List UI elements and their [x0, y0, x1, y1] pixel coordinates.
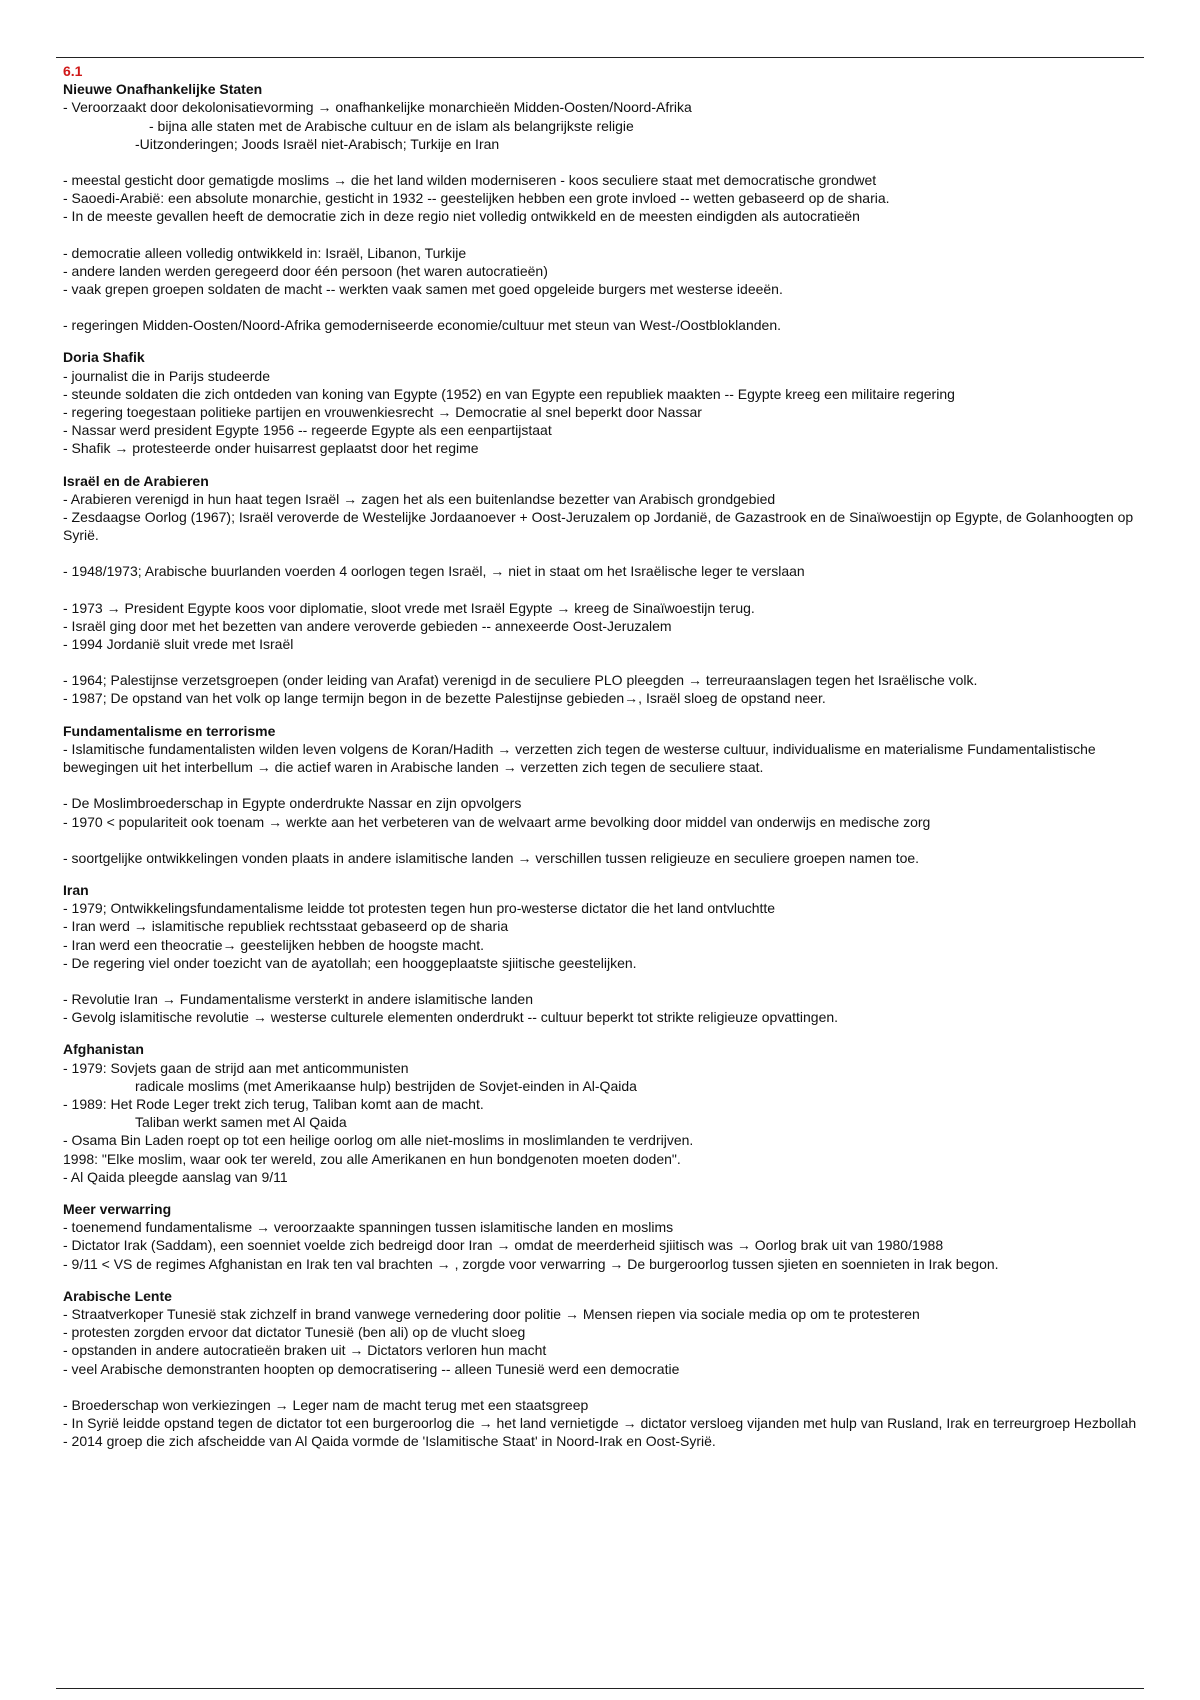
text-line: - 9/11 < VS de regimes Afghanistan en Irak ten val brachten → , zorgde voor verwarring → De burgeroorlog tussen sjieten en soennieten in Irak begon.: [63, 1255, 999, 1272]
section-spacer: [63, 708, 1138, 722]
text-line: - In de meeste gevallen heeft de democratie zich in deze regio niet volledig ontwikkeld en de meesten eindigden als autocratieën: [63, 208, 860, 225]
section: [63, 348, 1138, 457]
paragraph-gap: [63, 1378, 1138, 1396]
text-line: - opstanden in andere autocratieën braken uit → Dictators verloren hun macht: [63, 1342, 547, 1359]
text-line: - veel Arabische demonstranten hoopten op democratisering -- alleen Tunesië werd een democratie: [63, 1360, 680, 1377]
text-line: - Islamitische fundamentalisten wilden leven volgens de Koran/Hadith → verzetten zich tegen de westerse cultuur, individualisme en materialisme Fundamentalistische bewegingen uit het interbellum → die actief waren in Arabische landen → verzetten zich tegen de seculiere staat.: [63, 740, 1096, 776]
text-line: - 1948/1973; Arabische buurlanden voerden 4 oorlogen tegen Israël, → niet in staat om het Israëlische leger te verslaan: [63, 563, 805, 580]
text-line: - bijna alle staten met de Arabische cultuur en de islam als belangrijkste religie: [149, 117, 634, 134]
text-line: - andere landen werden geregeerd door één persoon (het waren autocratieën): [63, 262, 548, 279]
text-line: - Veroorzaakt door dekolonisatievorming → onafhankelijke monarchieën Midden-Oosten/Noord-Afrika: [63, 99, 692, 116]
text-line: - vaak grepen groepen soldaten de macht -- werkten vaak samen met goed opgeleide burgers met westerse ideeën.: [63, 281, 783, 298]
text-line: - De regering viel onder toezicht van de ayatollah; een hooggeplaatste sjiitische geestelijken.: [63, 954, 637, 971]
section: [63, 1200, 1138, 1273]
paragraph-gap: [63, 776, 1138, 794]
text-line: - 1979: Sovjets gaan de strijd aan met anticommunisten: [63, 1059, 409, 1076]
section-heading: Israël en de Arabieren: [63, 472, 209, 489]
paragraph-gap: [63, 972, 1138, 990]
text-line: - 2014 groep die zich afscheidde van Al Qaida vormde de 'Islamitische Staat' in Noord-Irak en Oost-Syrië.: [63, 1433, 716, 1450]
text-line: - Dictator Irak (Saddam), een soenniet voelde zich bedreigd door Iran → omdat de meerderheid sjiitisch was → Oorlog brak uit van 1980/1988: [63, 1237, 944, 1254]
section-spacer: [63, 458, 1138, 472]
section-spacer: [63, 1026, 1138, 1040]
text-line: - Zesdaagse Oorlog (1967); Israël veroverde de Westelijke Jordaanoever + Oost-Jeruzalem op Jordanië, de Gazastrook en de Sinaïwoestijn op Egypte, de Golanhoogten op Syrië.: [63, 509, 1134, 544]
section: [63, 80, 1138, 334]
paragraph-gap: [63, 153, 1138, 171]
sections-container: [63, 80, 1138, 1450]
section-heading: Doria Shafik: [63, 349, 145, 366]
section-heading: Iran: [63, 881, 89, 898]
paragraph-gap: [63, 544, 1138, 562]
text-line: - regering toegestaan politieke partijen en vrouwenkiesrecht → Democratie al snel beperkt door Nassar: [63, 404, 702, 421]
text-line: -Uitzonderingen; Joods Israël niet-Arabisch; Turkije en Iran: [135, 135, 500, 152]
section-spacer: [63, 1273, 1138, 1287]
text-line: - Al Qaida pleegde aanslag van 9/11: [63, 1168, 288, 1185]
text-line: - 1994 Jordanië sluit vrede met Israël: [63, 636, 294, 653]
paragraph-gap: [63, 581, 1138, 599]
text-line: - 1987; De opstand van het volk op lange termijn begon in de bezette Palestijnse gebieden→, Israël sloeg de opstand neer.: [63, 690, 826, 707]
text-line: - toenemend fundamentalisme → veroorzaakte spanningen tussen islamitische landen en moslims: [63, 1219, 674, 1236]
text-line: - 1989: Het Rode Leger trekt zich terug, Taliban komt aan de macht.: [63, 1095, 484, 1112]
section-number: 6.1: [63, 63, 83, 79]
text-line: - Iran werd → islamitische republiek rechtsstaat gebaseerd op de sharia: [63, 918, 509, 935]
paragraph-gap: [63, 831, 1138, 849]
top-rule: [56, 57, 1144, 58]
section: [63, 1040, 1138, 1186]
text-line: - Arabieren verenigd in hun haat tegen Israël → zagen het als een buitenlandse bezetter van Arabisch grondgebied: [63, 490, 776, 507]
section-heading: Nieuwe Onafhankelijke Staten: [63, 81, 263, 98]
text-line: 1998: "Elke moslim, waar ook ter wereld, zou alle Amerikanen en hun bondgenoten moeten doden".: [63, 1150, 681, 1167]
text-line: radicale moslims (met Amerikaanse hulp) bestrijden de Sovjet-einden in Al-Qaida: [135, 1077, 637, 1094]
section-heading: Fundamentalisme en terrorisme: [63, 722, 276, 739]
text-line: - 1964; Palestijnse verzetsgroepen (onder leiding van Arafat) verenigd in de seculiere PLO pleegden → terreuraanslagen tegen het Israëlische volk.: [63, 672, 978, 689]
section: [63, 722, 1138, 867]
text-line: Taliban werkt samen met Al Qaida: [135, 1114, 347, 1131]
section: [63, 472, 1138, 708]
text-line: - steunde soldaten die zich ontdeden van koning van Egypte (1952) en van Egypte een republiek maakten -- Egypte kreeg een militaire regering: [63, 385, 955, 402]
text-line: - Iran werd een theocratie→ geestelijken hebben de hoogste macht.: [63, 936, 485, 953]
text-line: - Israël ging door met het bezetten van andere veroverde gebieden -- annexeerde Oost-Jeruzalem: [63, 617, 672, 634]
text-line: - Osama Bin Laden roept op tot een heilige oorlog om alle niet-moslims in moslimlanden te verdrijven.: [63, 1132, 694, 1149]
text-line: - Saoedi-Arabië: een absolute monarchie, gesticht in 1932 -- geestelijken hebben een grote invloed -- wetten gebaseerd op de sharia.: [63, 190, 890, 207]
text-line: - journalist die in Parijs studeerde: [63, 367, 270, 384]
text-line: - soortgelijke ontwikkelingen vonden plaats in andere islamitische landen → verschillen tussen religieuze en seculiere groepen namen toe.: [63, 849, 920, 866]
paragraph-gap: [63, 226, 1138, 244]
document-body: [63, 62, 1138, 1450]
text-line: - 1970 < populariteit ook toenam → werkte aan het verbeteren van de welvaart arme bevolking door middel van onderwijs en medische zorg: [63, 813, 931, 830]
text-line: - protesten zorgden ervoor dat dictator Tunesië (ben ali) op de vlucht sloeg: [63, 1324, 526, 1341]
text-line: - De Moslimbroederschap in Egypte onderdrukte Nassar en zijn opvolgers: [63, 795, 522, 812]
text-line: - Shafik → protesteerde onder huisarrest geplaatst door het regime: [63, 440, 479, 457]
text-line: - democratie alleen volledig ontwikkeld in: Israël, Libanon, Turkije: [63, 244, 467, 261]
text-line: - regeringen Midden-Oosten/Noord-Afrika gemoderniseerde economie/cultuur met steun van West-/Oostbloklanden.: [63, 317, 781, 334]
paragraph-gap: [63, 298, 1138, 316]
section-spacer: [63, 867, 1138, 881]
text-line: - In Syrië leidde opstand tegen de dictator tot een burgeroorlog die → het land vernietigde → dictator versloeg vijanden met hulp van Rusland, Irak en terreurgroep Hezbollah: [63, 1414, 1137, 1431]
section: [63, 1287, 1138, 1451]
section-spacer: [63, 1186, 1138, 1200]
text-line: - Gevolg islamitische revolutie → westerse culturele elementen onderdrukt -- cultuur beperkt tot strikte religieuze opvattingen.: [63, 1009, 839, 1026]
text-line: - Revolutie Iran → Fundamentalisme versterkt in andere islamitische landen: [63, 990, 533, 1007]
section-heading: Meer verwarring: [63, 1200, 172, 1217]
text-line: - Nassar werd president Egypte 1956 -- regeerde Egypte als een eenpartijstaat: [63, 422, 552, 439]
text-line: - meestal gesticht door gematigde moslims → die het land wilden moderniseren - koos seculiere staat met democratische grondwet: [63, 172, 877, 189]
text-line: - 1973 → President Egypte koos voor diplomatie, sloot vrede met Israël Egypte → kreeg de Sinaïwoestijn terug.: [63, 599, 755, 616]
text-line: - 1979; Ontwikkelingsfundamentalisme leidde tot protesten tegen hun pro-westerse dictator die het land ontvluchtte: [63, 900, 776, 917]
section-heading: Afghanistan: [63, 1041, 144, 1058]
section-heading: Arabische Lente: [63, 1287, 172, 1304]
paragraph-gap: [63, 653, 1138, 671]
bottom-rule: [56, 1688, 1144, 1689]
text-line: - Straatverkoper Tunesië stak zichzelf in brand vanwege vernedering door politie → Mensen riepen via sociale media op om te protesteren: [63, 1305, 920, 1322]
section-spacer: [63, 334, 1138, 348]
text-line: - Broederschap won verkiezingen → Leger nam de macht terug met een staatsgreep: [63, 1396, 589, 1413]
section: [63, 881, 1138, 1026]
